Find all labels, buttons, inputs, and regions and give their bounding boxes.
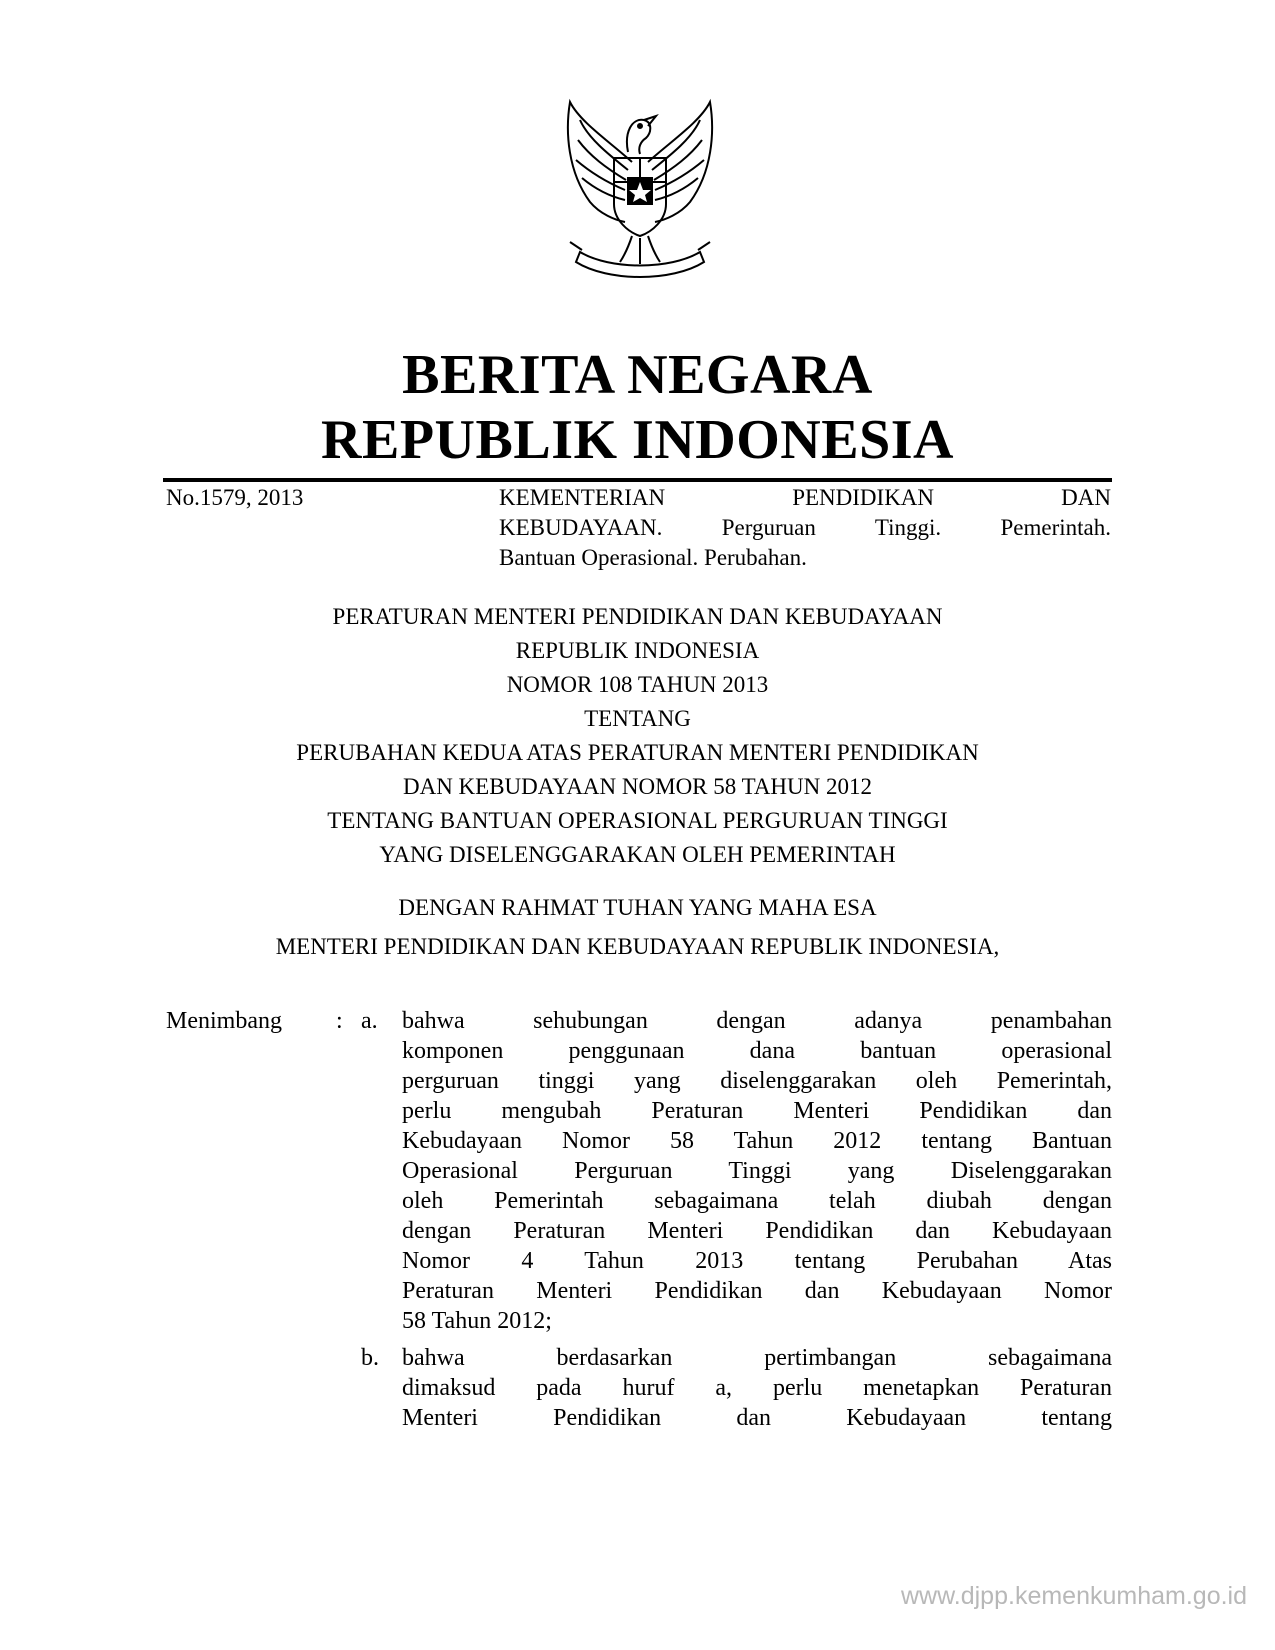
footer-url: www.djpp.kemenkumham.go.id — [901, 1582, 1247, 1610]
item-line: bahwa sehubungan dengan adanya penambahan — [402, 1008, 1112, 1034]
item-line: Menteri Pendidikan dan Kebudayaan tentang — [402, 1405, 1112, 1431]
subject-line: Bantuan Operasional. Perubahan. — [499, 545, 807, 570]
considering-label: Menimbang — [166, 1008, 282, 1034]
preamble-line: MENTERI PENDIDIKAN DAN KEBUDAYAAN REPUBLIK INDONESIA, — [275, 934, 1000, 959]
gazette-title-line2: REPUBLIK INDONESIA — [321, 409, 954, 471]
item-line: oleh Pemerintah sebagaimana telah diubah dengan — [402, 1188, 1112, 1214]
considering-colon: : — [336, 1008, 343, 1034]
garuda-emblem-icon — [540, 92, 740, 292]
regulation-title-line: REPUBLIK INDONESIA — [515, 638, 760, 663]
item-line: Kebudayaan Nomor 58 Tahun 2012 tentang Bantuan — [402, 1128, 1112, 1154]
item-marker: b. — [361, 1345, 379, 1371]
item-line: 58 Tahun 2012; — [402, 1308, 552, 1334]
regulation-title-line: DAN KEBUDAYAAN NOMOR 58 TAHUN 2012 — [402, 774, 873, 799]
regulation-title-line: YANG DISELENGGARAKAN OLEH PEMERINTAH — [379, 842, 896, 867]
gazette-subject — [499, 483, 1111, 573]
gazette-number: No.1579, 2013 — [166, 485, 304, 510]
header-divider — [163, 478, 1112, 482]
regulation-title-line: PERUBAHAN KEDUA ATAS PERATURAN MENTERI PENDIDIKAN — [296, 740, 979, 765]
regulation-title-line: TENTANG BANTUAN OPERASIONAL PERGURUAN TINGGI — [327, 808, 948, 833]
considering-item-a — [402, 1006, 1112, 1336]
item-line: komponen penggunaan dana bantuan operasional — [402, 1038, 1112, 1064]
item-line: Operasional Perguruan Tinggi yang Diselenggarakan — [402, 1158, 1112, 1184]
regulation-title-line: PERATURAN MENTERI PENDIDIKAN DAN KEBUDAYAAN — [332, 604, 943, 629]
item-line: perguruan tinggi yang diselenggarakan oleh Pemerintah, — [402, 1068, 1112, 1094]
regulation-title-line: TENTANG — [584, 706, 691, 731]
item-line: dengan Peraturan Menteri Pendidikan dan Kebudayaan — [402, 1218, 1112, 1244]
item-line: Peraturan Menteri Pendidikan dan Kebudayaan Nomor — [402, 1278, 1112, 1304]
regulation-number: NOMOR 108 TAHUN 2013 — [506, 672, 769, 697]
gazette-title-line1: BERITA NEGARA — [402, 344, 873, 406]
subject-line: KEBUDAYAAN. Perguruan Tinggi. Pemerintah. — [499, 515, 1111, 540]
item-line: dimaksud pada huruf a, perlu menetapkan Peraturan — [402, 1375, 1112, 1401]
item-line: Nomor 4 Tahun 2013 tentang Perubahan Atas — [402, 1248, 1112, 1274]
item-marker: a. — [361, 1008, 378, 1034]
considering-item-b — [402, 1343, 1112, 1433]
subject-line: KEMENTERIAN PENDIDIKAN DAN — [499, 485, 1111, 510]
preamble-line: DENGAN RAHMAT TUHAN YANG MAHA ESA — [398, 895, 877, 920]
item-line: perlu mengubah Peraturan Menteri Pendidikan dan — [402, 1098, 1112, 1124]
item-line: bahwa berdasarkan pertimbangan sebagaimana — [402, 1345, 1112, 1371]
